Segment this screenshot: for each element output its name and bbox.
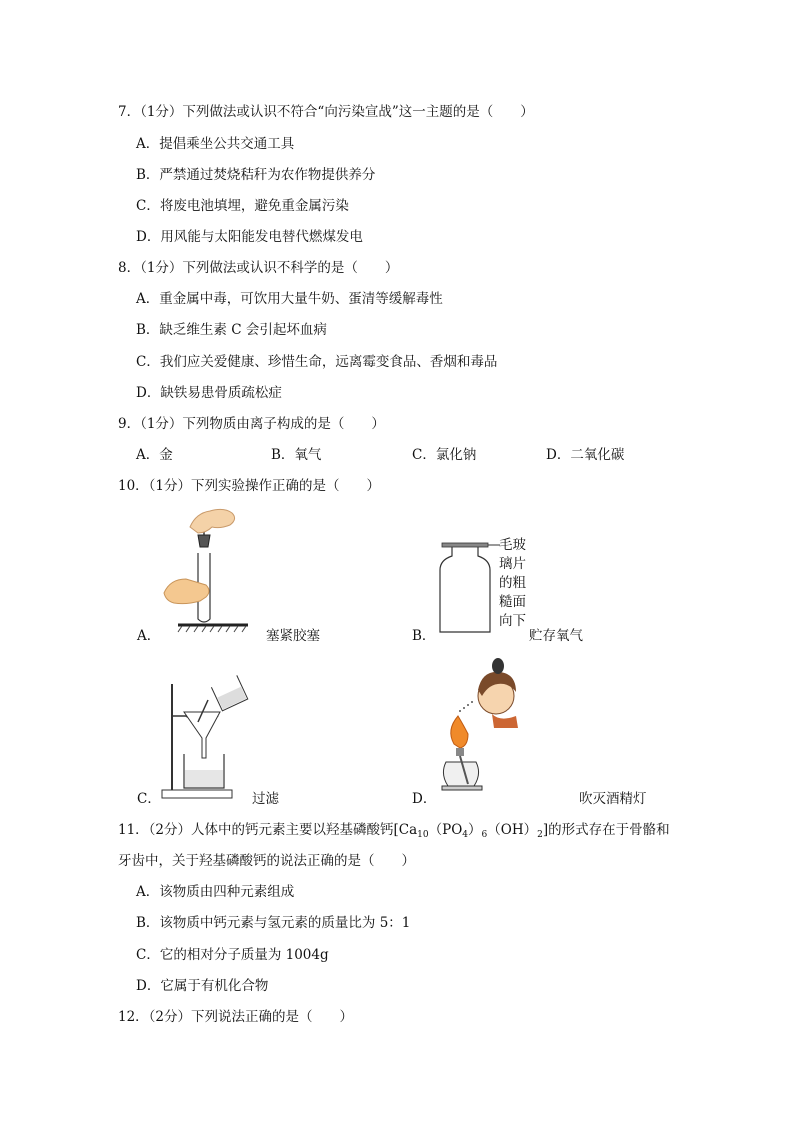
q11-stem-part5: ]的形式存在于骨骼和: [542, 822, 670, 838]
figure-a-stopper-illustration: [160, 505, 260, 633]
figure-c-filtration-illustration: [158, 674, 254, 802]
q11-stem-line1: [118, 821, 670, 841]
q12-stem: 12．（2分）下列说法正确的是（ ）: [118, 1009, 354, 1025]
q8-option-b: B．缺乏维生素 C 会引起坏血病: [136, 322, 327, 338]
q11-option-b: B．该物质中钙元素与氢元素的质量比为 5：1: [136, 915, 411, 931]
figure-c-caption: 过滤: [252, 791, 279, 807]
q8-stem: 8．（1分）下列做法或认识不科学的是（ ）: [118, 260, 399, 276]
figure-b-annotation-row-4: 糙面: [499, 594, 526, 610]
q11-stem-part4: （OH）: [487, 822, 538, 838]
figure-d-caption: 吹灭酒精灯: [579, 791, 647, 807]
q11-stem-part1: 11．（2分）人体中的钙元素主要以羟基磷酸钙[Ca: [118, 822, 418, 838]
q7-stem: 7．（1分）下列做法或认识不符合“向污染宣战”这一主题的是（ ）: [118, 104, 534, 120]
figure-a-letter: A．: [137, 628, 161, 644]
q11-stem-line2: 牙齿中，关于羟基磷酸钙的说法正确的是（ ）: [118, 853, 415, 869]
q8-option-d: D．缺铁易患骨质疏松症: [136, 385, 282, 401]
q9-option-a: A．金: [136, 447, 173, 463]
q7-option-c: C．将废电池填埋，避免重金属污染: [136, 198, 349, 214]
q11-stem-part3: ）: [468, 822, 482, 838]
q11-option-c: C．它的相对分子质量为 1004g: [136, 947, 329, 963]
q11-option-d: D．它属于有机化合物: [136, 978, 269, 994]
figure-d-alcohol-lamp-illustration: [438, 656, 528, 802]
figure-b-caption: 贮存氧气: [529, 628, 583, 644]
figure-b-gas-jar-illustration: [432, 538, 502, 638]
q8-option-c: C．我们应关爱健康、珍惜生命，远离霉变食品、香烟和毒品: [136, 354, 498, 370]
figure-a-caption: 塞紧胶塞: [266, 628, 320, 644]
q11-sub-2: 2: [537, 830, 543, 840]
q11-sub-po4: 4: [462, 830, 469, 840]
q7-option-a: A．提倡乘坐公共交通工具: [136, 136, 295, 152]
q9-option-c: C．氯化钠: [412, 447, 477, 463]
figure-b-annotation-row-1: 毛玻: [499, 537, 526, 553]
q9-stem: 9．（1分）下列物质由离子构成的是（ ）: [118, 416, 385, 432]
figure-b-annotation-row-3: 的粗: [499, 575, 526, 591]
figure-b-annotation-row-2: 璃片: [499, 556, 526, 572]
q9-option-b: B．氧气: [271, 447, 322, 463]
q10-stem: 10．（1分）下列实验操作正确的是（ ）: [118, 478, 381, 494]
q11-option-a: A．该物质由四种元素组成: [136, 884, 295, 900]
figure-b-annotation-row-5: 向下: [499, 613, 526, 629]
figure-b-letter: B．: [412, 628, 436, 644]
q8-option-a: A．重金属中毒，可饮用大量牛奶、蛋清等缓解毒性: [136, 291, 443, 307]
q11-stem-part2: （PO: [428, 822, 463, 838]
figure-c-letter: C．: [137, 791, 161, 807]
figure-d-letter: D．: [412, 791, 437, 807]
q11-sub-ca: 10: [417, 830, 429, 840]
q11-sub-6: 6: [481, 830, 488, 840]
q7-option-b: B．严禁通过焚烧秸秆为农作物提供养分: [136, 167, 376, 183]
q9-option-d: D．二氧化碳: [546, 447, 625, 463]
q7-option-d: D．用风能与太阳能发电替代燃煤发电: [136, 229, 363, 245]
